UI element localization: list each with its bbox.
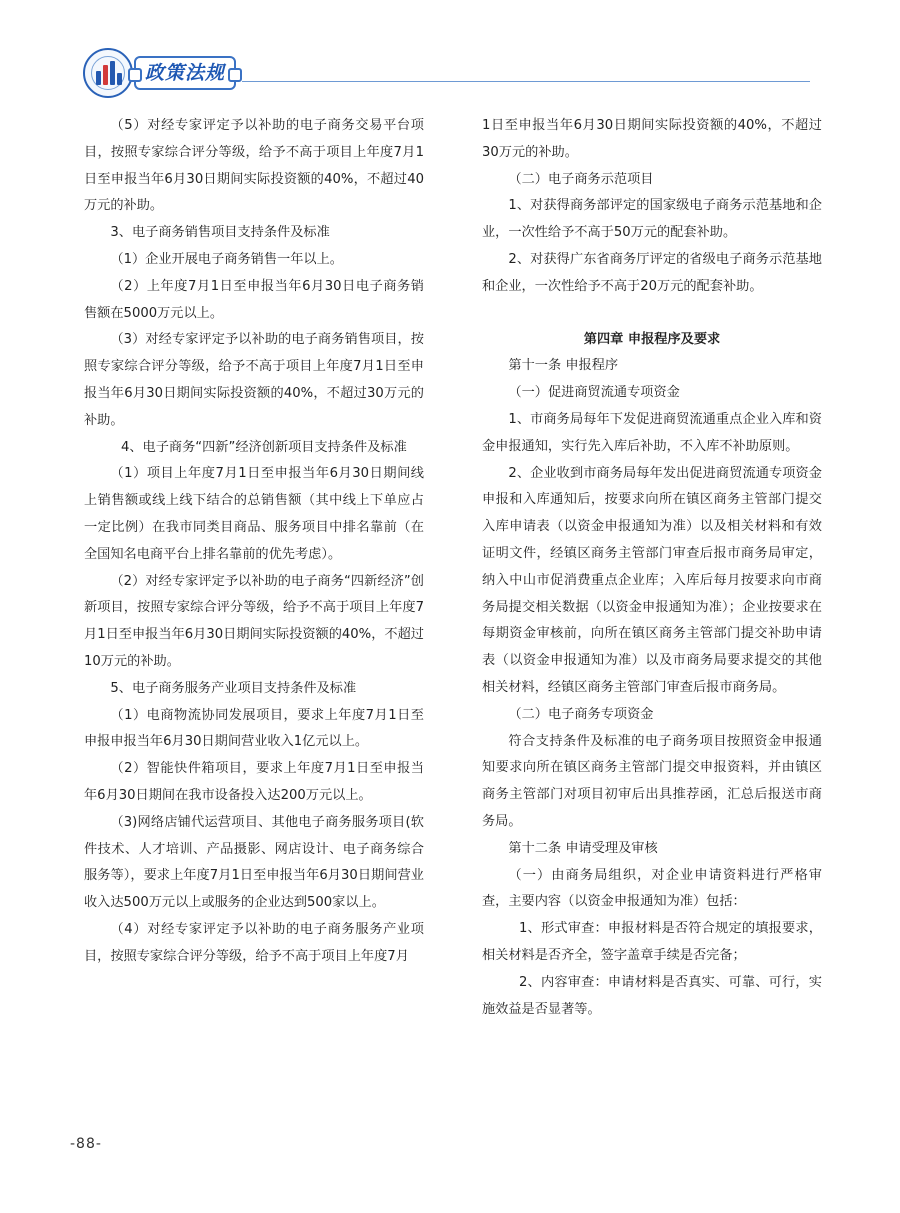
chapter-title: 第四章 申报程序及要求	[583, 331, 721, 347]
paragraph: （5）对经专家评定予以补助的电子商务交易平台项目，按照专家综合评分等级，给予不高于项目上年度7月1日至申报当年6月30日期间实际投资额的40%，不超过40万元的补助。	[84, 118, 424, 214]
header-divider	[242, 81, 810, 82]
paragraph: 1日至申报当年6月30日期间实际投资额的40%，不超过30万元的补助。	[482, 118, 822, 160]
paragraph: （一）促进商贸流通专项资金	[508, 385, 680, 401]
paragraph: 第十一条 申报程序	[508, 358, 619, 374]
paragraph: （2）对经专家评定予以补助的电子商务“四新经济”创新项目，按照专家综合评分等级，给予不高于项目上年度7月1日至申报当年6月30日期间实际投资额的40%，不超过10万元的补助。	[84, 573, 424, 669]
paragraph: 5、电子商务服务产业项目支持条件及标准	[110, 680, 357, 696]
paragraph: 2、对获得广东省商务厅评定的省级电子商务示范基地和企业，一次性给予不高于20万元的配套补助。	[482, 251, 822, 294]
paragraph: （3）对经专家评定予以补助的电子商务销售项目，按照专家综合评分等级，给予不高于项目上年度7月1日至申报当年6月30日期间实际投资额的40%，不超过30万元的补助。	[84, 332, 424, 428]
paragraph: 1、市商务局每年下发促进商贸流通重点企业入库和资金申报通知，实行先入库后补助，不入库不补助原则。	[482, 411, 822, 454]
paragraph: 符合支持条件及标准的电子商务项目按照资金申报通知要求向所在镇区商务主管部门提交申报资料，并由镇区商务主管部门对项目初审后出具推荐函，汇总后报送市商务局。	[482, 733, 822, 829]
paragraph: （3)网络店铺代运营项目、其他电子商务服务项目(软件技术、人才培训、产品摄影、网店设计、电子商务综合服务等），要求上年度7月1日至申报当年6月30日期间营业收入达500万元以上或服务的企业达到500家以上。	[84, 814, 424, 911]
paragraph: （2）智能快件箱项目，要求上年度7月1日至申报当年6月30日期间在我市设备投入达200万元以上。	[84, 761, 424, 803]
paragraph: （二）电子商务示范项目	[508, 171, 654, 187]
paragraph: 2、内容审查：申请材料是否真实、可靠、可行，实施效益是否显著等。	[482, 974, 822, 1017]
paragraph: （二）电子商务专项资金	[508, 706, 654, 722]
paragraph: （1）电商物流协同发展项目，要求上年度7月1日至申报申报当年6月30日期间营业收入1亿元以上。	[84, 707, 424, 750]
left-column	[84, 113, 424, 971]
right-column	[482, 113, 822, 1023]
paragraph: 1、对获得商务部评定的国家级电子商务示范基地和企业，一次性给予不高于50万元的配套补助。	[482, 198, 822, 241]
paragraph: 1、形式审查：申报材料是否符合规定的填报要求，相关材料是否齐全，签字盖章手续是否完备；	[482, 921, 822, 963]
page-number: -88-	[70, 1136, 102, 1152]
paragraph: 第十二条 申请受理及审核	[508, 840, 658, 856]
paragraph: 3、电子商务销售项目支持条件及标准	[110, 225, 330, 241]
section-title-frame	[134, 56, 236, 90]
emblem-bars-icon	[83, 48, 133, 98]
paragraph: （2）上年度7月1日至申报当年6月30日电子商务销售额在5000万元以上。	[84, 278, 424, 321]
section-title: 政策法规	[144, 62, 225, 84]
paragraph: 4、电子商务“四新”经济创新项目支持条件及标准	[120, 439, 407, 455]
paragraph: （1）企业开展电子商务销售一年以上。	[110, 251, 343, 267]
paragraph: （4）对经专家评定予以补助的电子商务服务产业项目，按照专家综合评分等级，给予不高于项目上年度7月	[84, 921, 424, 964]
logo-bars	[95, 61, 121, 85]
paragraph: （一）由商务局组织，对企业申请资料进行严格审查，主要内容（以资金申报通知为准）包括：	[482, 867, 822, 910]
paragraph: 2、企业收到市商务局每年发出促进商贸流通专项资金申报和入库通知后，按要求向所在镇区商务主管部门提交入库申请表（以资金申报通知为准）以及相关材料和有效证明文件，经镇区商务主管部门审查后报市商务局审定，纳入中山市促消费重点企业库；入库后每月按要求向市商务局提交相关数据（以资金申报通知为准）；企业按要求在每期资金审核前，向所在镇区商务主管部门提交补助申请表（以资金申报通知为准）以及市商务局要求提交的其他相关材料，经镇区商务主管部门审查后报市商务局。	[482, 465, 822, 695]
paragraph: （1）项目上年度7月1日至申报当年6月30日期间线上销售额或线上线下结合的总销售额（其中线上下单应占一定比例）在我市同类目商品、服务项目中排名靠前（在全国知名电商平台上排名靠前的优先考虑）。	[84, 466, 424, 562]
page-header	[0, 0, 900, 110]
